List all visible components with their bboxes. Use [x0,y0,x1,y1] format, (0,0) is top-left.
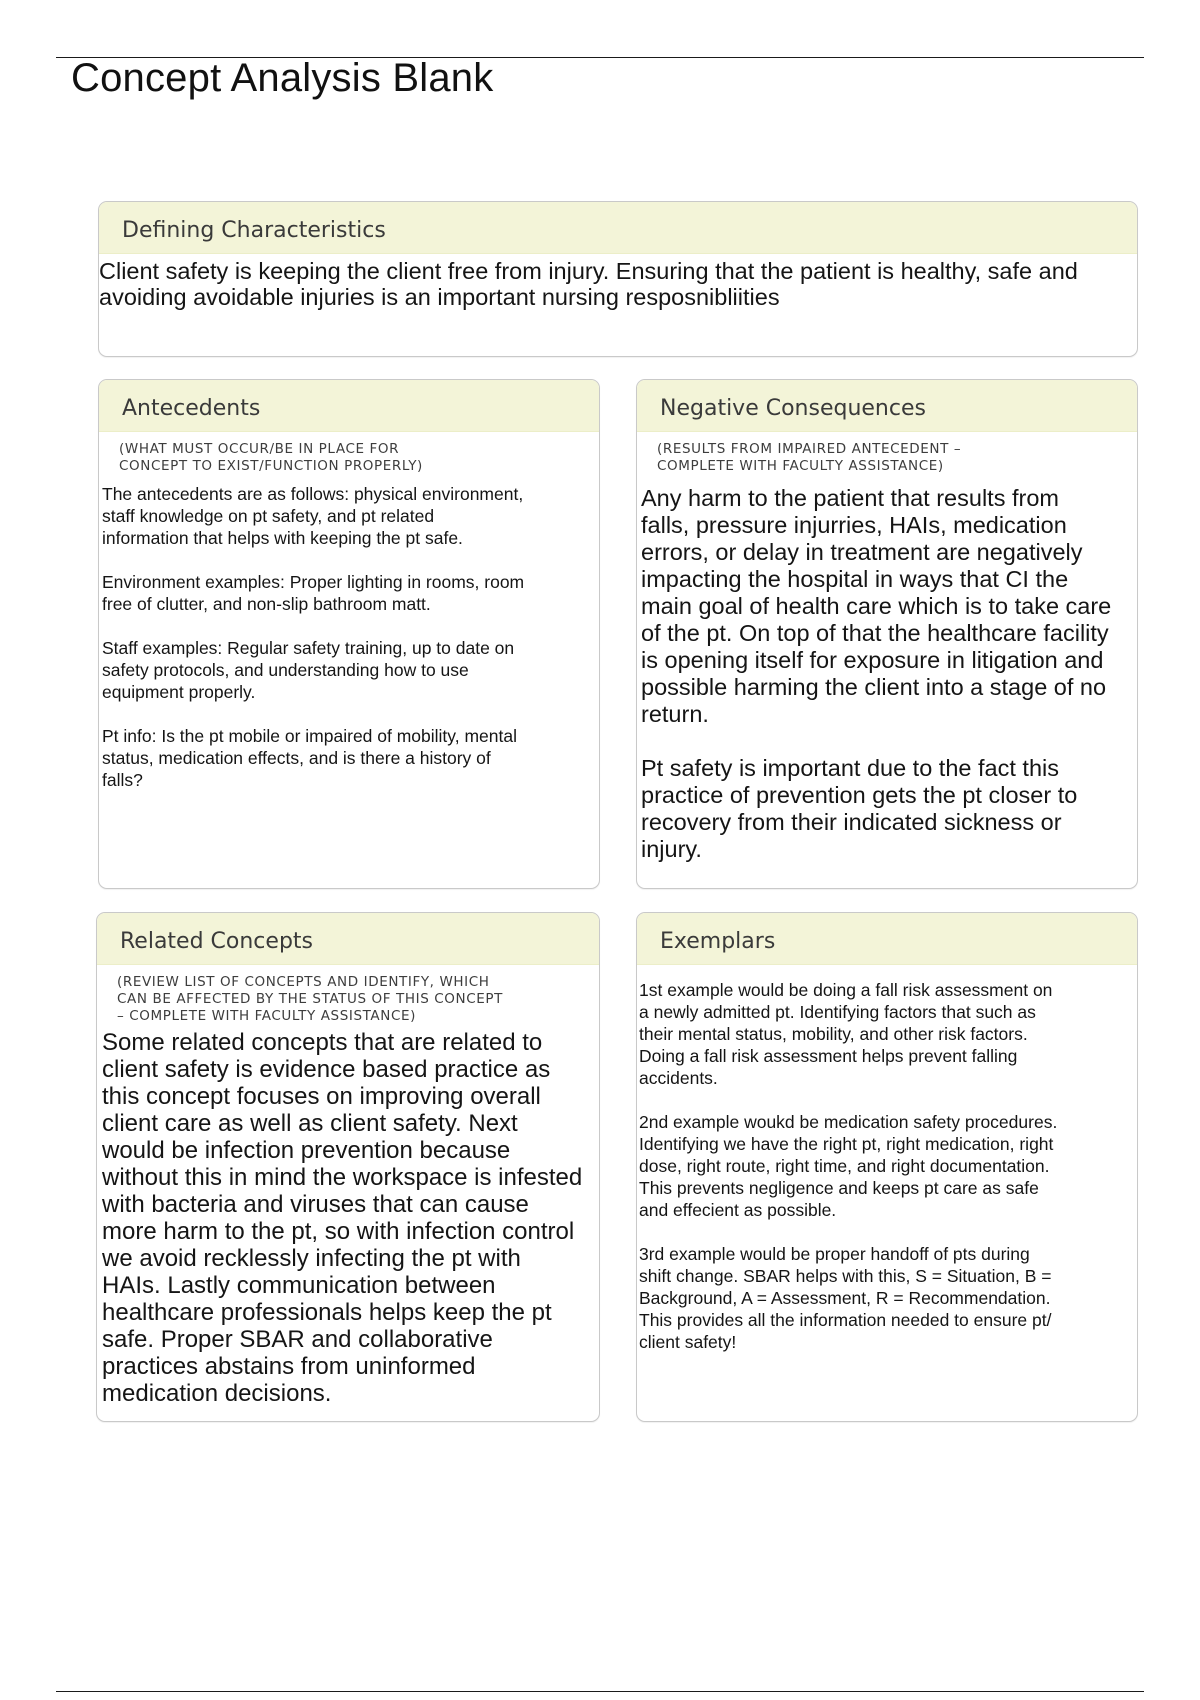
antecedents-text[interactable]: The antecedents are as follows: physical environment, staff knowledge on pt safety, and pt related information that helps with keeping the pt safe. Environment examples: Proper lighting in rooms, room free of clutter, and non-slip bathroom matt. Staff examples: Regular safety training, up to date on safety protocols, and understanding how to use equipment properly. Pt info: Is the pt mobile or impaired of mobility, mental status, medication effects, and is there a history of falls? [102,484,525,790]
exemplars-header: Exemplars [637,913,1137,965]
page-title: Concept Analysis Blank [71,56,494,100]
antecedents-header: Antecedents [99,380,599,432]
related-concepts-panel [96,912,600,1422]
antecedents-instructions: (WHAT MUST OCCUR/BE IN PLACE FOR CONCEPT TO EXIST/FUNCTION PROPERLY) [119,441,423,474]
defining-characteristics-header: Defining Characteristics [99,202,1137,254]
related-concepts-instructions: (REVIEW LIST OF CONCEPTS AND IDENTIFY, WHICH CAN BE AFFECTED BY THE STATUS OF THIS CONCEPT – COMPLETE WITH FACULTY ASSISTANCE) [117,974,503,1024]
related-concepts-text[interactable]: Some related concepts that are related to client safety is evidence based practice as this concept focuses on improving overall client care as well as client safety. Next would be infection prevention because without this in mind the workspace is infested with bacteria and viruses that can cause more harm to the pt, so with infection control we avoid recklessly infecting the pt with HAIs. Lastly communication between healthcare professionals helps keep the pt safe. Proper SBAR and collaborative practices abstains from uninformed medication decisions. [102,1029,583,1407]
negative-consequences-text[interactable]: Any harm to the patient that results from falls, pressure injurries, HAIs, medication errors, or delay in treatment are negatively impacting the hospital in ways that CI the main goal of health care which is to take care of the pt. On top of that the healthcare facility is opening itself for exposure in litigation and possible harming the client into a stage of no return. Pt safety is important due to the fact this practice of prevention gets the pt closer to recovery from their indicated sickness or injury. [641,485,1112,862]
related-concepts-header: Related Concepts [97,913,599,965]
defining-characteristics-text[interactable]: Client safety is keeping the client free from injury. Ensuring that the patient is healthy, safe and avoiding avoidable injuries is an important nursing resposnibliities [99,258,1078,310]
exemplars-text[interactable]: 1st example would be doing a fall risk assessment on a newly admitted pt. Identifying factors that such as their mental status, mobility, and other risk factors. Doing a fall risk assessment helps prevent falling accidents. 2nd example woukd be medication safety procedures. Identifying we have the right pt, right medication, right dose, right route, right time, and right documentation. This prevents negligence and keeps pt care as safe and effecient as possible. 3rd example would be proper handoff of pts during shift change. SBAR helps with this, S = Situation, B = Background, A = Assessment, R = Recommendation. This provides all the information needed to ensure pt/ client safety! [639,980,1058,1352]
bottom-rule [56,1691,1144,1692]
antecedents-panel [98,379,600,889]
negative-consequences-instructions: (RESULTS FROM IMPAIRED ANTECEDENT – COMPLETE WITH FACULTY ASSISTANCE) [657,441,962,474]
exemplars-panel [636,912,1138,1422]
negative-consequences-header: Negative Consequences [637,380,1137,432]
negative-consequences-panel [636,379,1138,889]
defining-characteristics-panel [98,201,1138,357]
